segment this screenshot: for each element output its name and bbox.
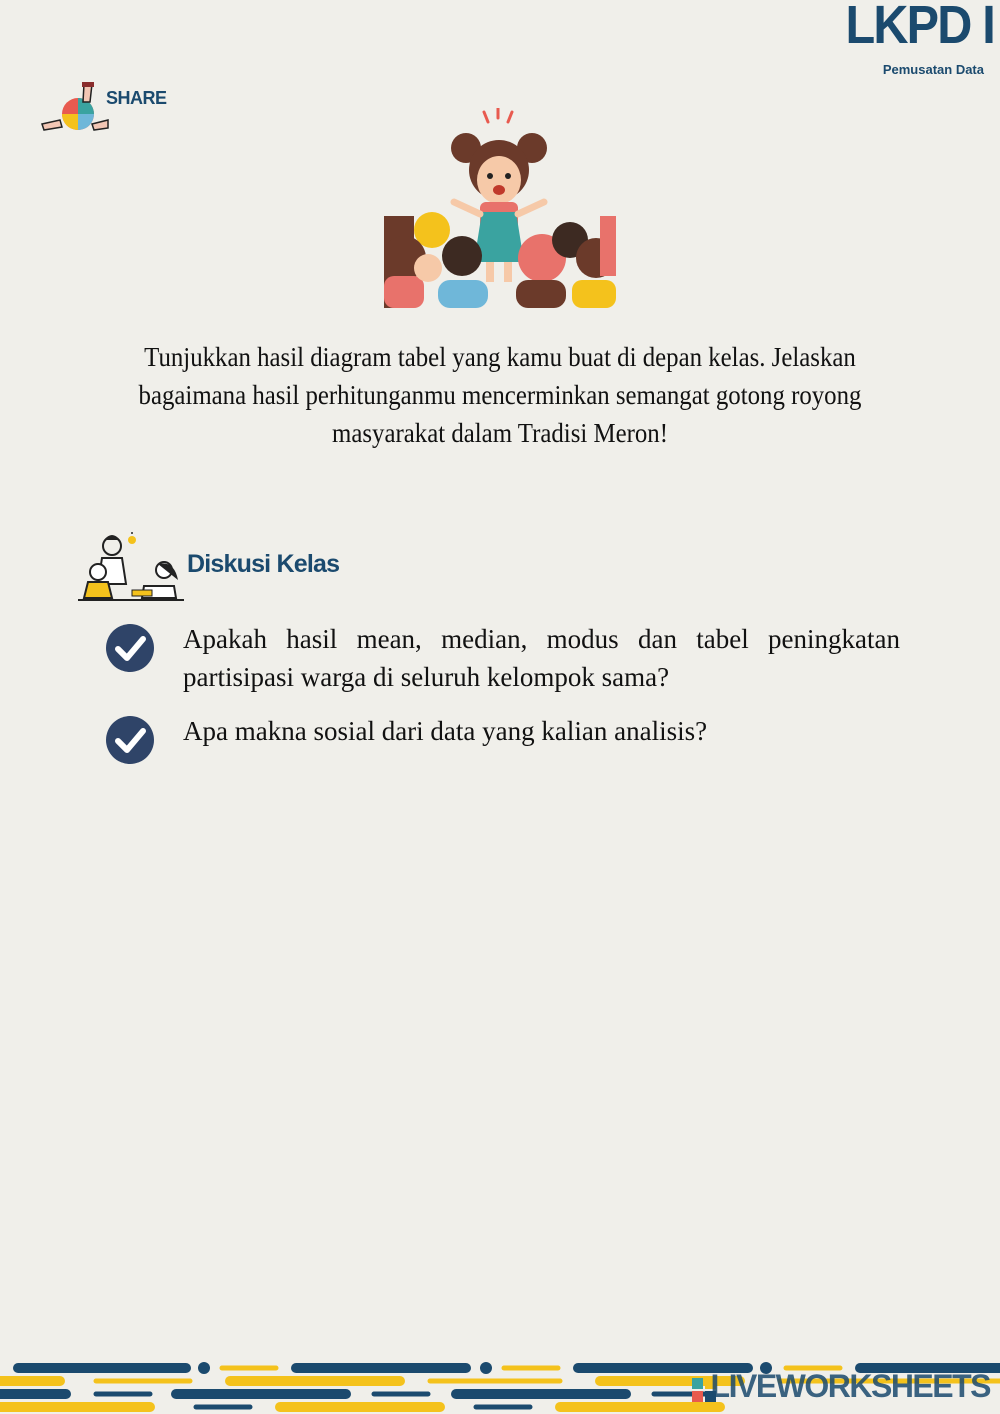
checkmark-icon — [106, 624, 154, 672]
question-text: Apakah hasil mean, median, modus dan tabel peningkatan partisipasi warga di seluruh kelompok sama? — [183, 624, 900, 692]
discussion-question-1 — [106, 620, 900, 700]
discussion-question-2 — [106, 712, 900, 762]
presenting-girl-illustration — [384, 108, 616, 308]
section-label-discussion: Diskusi Kelas — [187, 550, 340, 578]
hands-pie-chart-icon — [40, 80, 110, 138]
liveworksheets-watermark: LIVEWORKSHEETS — [710, 1368, 990, 1404]
section-label-share: SHARE — [106, 88, 167, 108]
people-discussion-icon — [78, 532, 184, 602]
worksheet-subtitle: Pemusatan Data — [882, 62, 984, 77]
worksheet-title: LKPD I — [845, 0, 994, 55]
checkmark-icon — [106, 716, 154, 764]
question-text: Apa makna sosial dari data yang kalian analisis? — [183, 716, 708, 746]
instruction-text: Tunjukkan hasil diagram tabel yang kamu buat di depan kelas. Jelaskan bagaimana hasil perhitunganmu mencerminkan semangat gotong royong masyarakat dalam Tradisi Meron! — [138, 342, 862, 448]
